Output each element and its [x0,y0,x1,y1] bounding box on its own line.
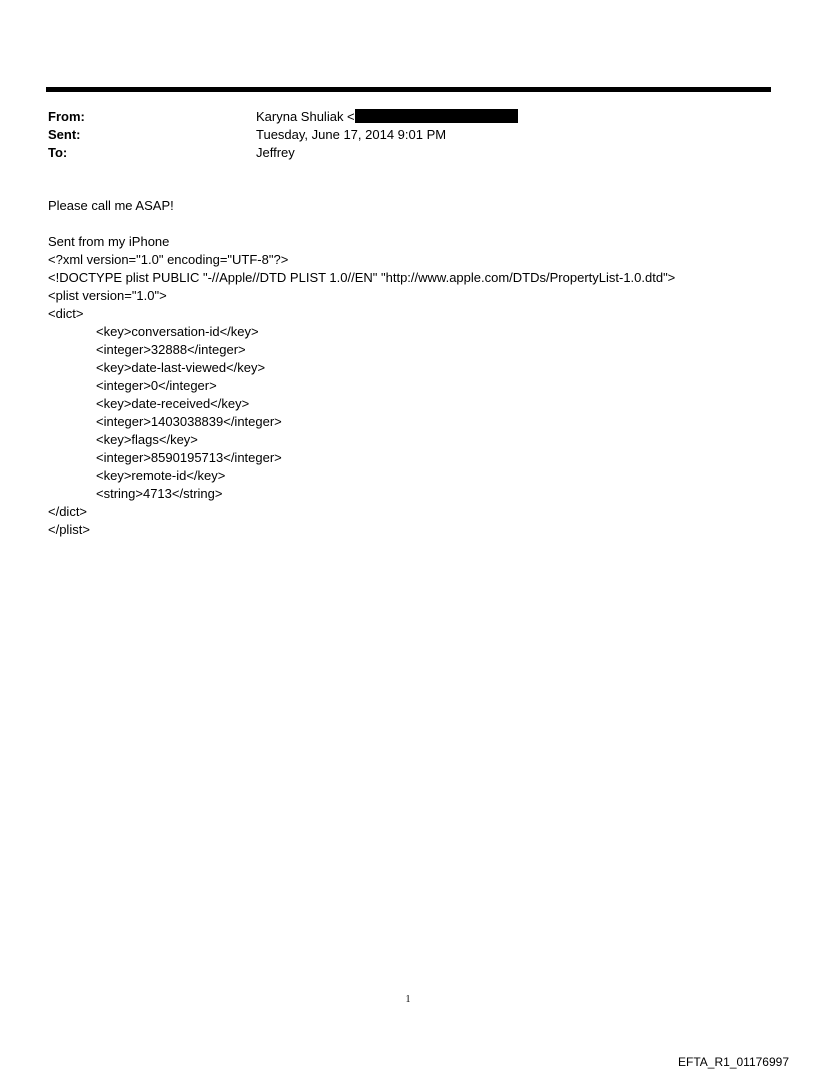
page-number: 1 [405,994,411,1005]
to-value: Jeffrey [256,145,295,160]
redaction-box [355,109,518,123]
dict-entry-line: <string>4713</string> [96,486,223,501]
dict-entry-line: <integer>8590195713</integer> [96,450,282,465]
doctype-line: <!DOCTYPE plist PUBLIC "-//Apple//DTD PLIST 1.0//EN" "http://www.apple.com/DTDs/PropertyList-1.0.dtd"> [48,270,676,285]
bates-number: EFTA_R1_01176997 [678,1055,789,1069]
header-divider [46,87,771,92]
email-body [48,197,788,539]
plist-open-line: <plist version="1.0"> [48,288,167,303]
dict-entry-line: <key>conversation-id</key> [96,324,259,339]
from-sender: Karyna Shuliak < [256,109,355,124]
from-row [48,108,748,126]
dict-entry-line: <key>date-received</key> [96,396,250,411]
dict-close-line: </dict> [48,504,88,519]
sent-row [48,126,748,144]
message-text: Please call me ASAP! [48,198,174,213]
from-label: From: [48,109,85,124]
dict-open-line: <dict> [48,306,84,321]
to-label: To: [48,145,68,160]
from-value [256,108,518,126]
sent-label: Sent: [48,127,81,142]
sent-value: Tuesday, June 17, 2014 9:01 PM [256,127,447,142]
dict-entry-line: <integer>32888</integer> [96,342,246,357]
dict-entry-line: <integer>1403038839</integer> [96,414,282,429]
email-header [48,108,748,162]
dict-entry-line: <key>flags</key> [96,432,198,447]
dict-entry-line: <integer>0</integer> [96,378,217,393]
signature-text: Sent from my iPhone [48,234,170,249]
paragraph-gap [48,215,788,233]
to-row [48,144,748,162]
plist-close-line: </plist> [48,522,90,537]
xml-declaration: <?xml version="1.0" encoding="UTF-8"?> [48,252,289,267]
dict-entry-line: <key>remote-id</key> [96,468,226,483]
dict-entry-line: <key>date-last-viewed</key> [96,360,266,375]
